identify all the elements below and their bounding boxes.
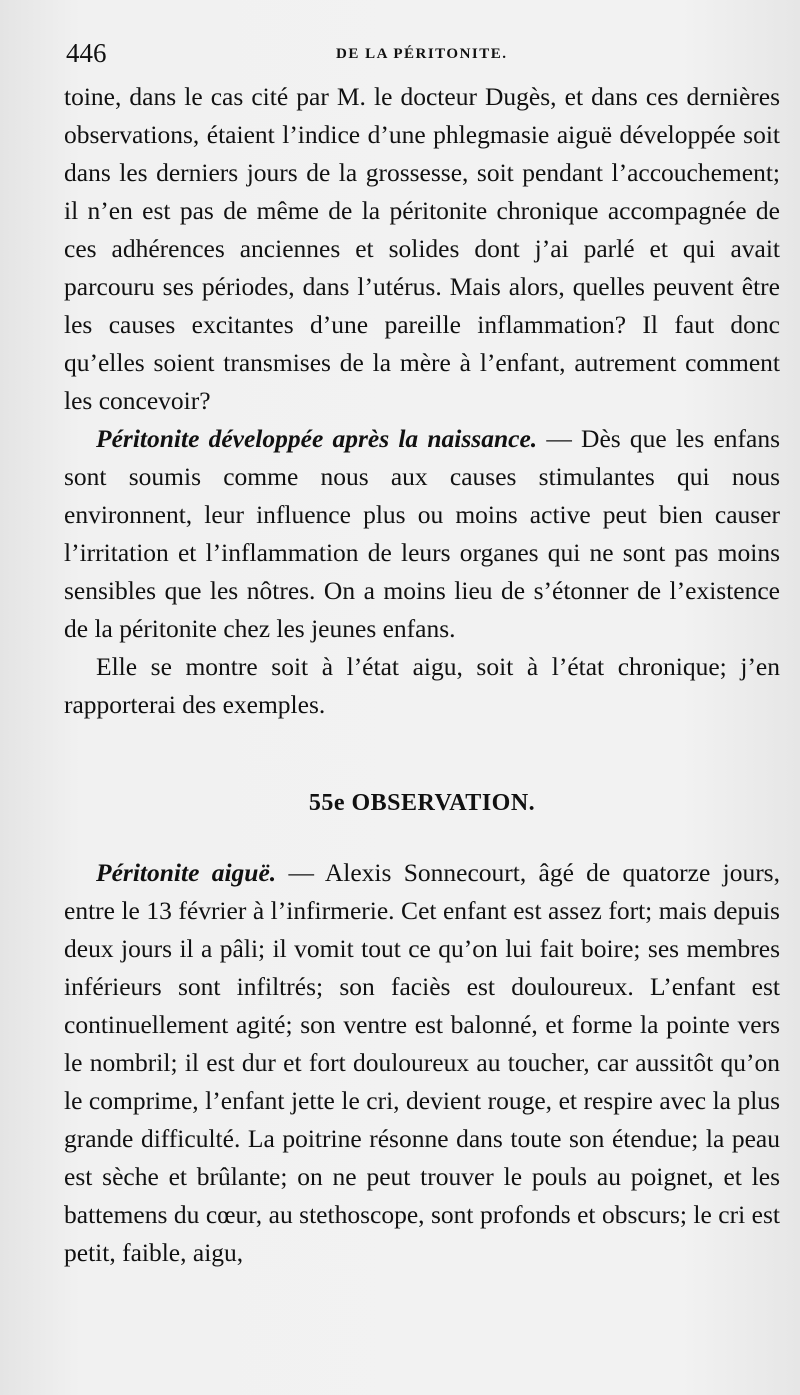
- paragraph-forms: Elle se montre soit à l’état aigu, soit à l’état chronique; j’en rapporterai des exemples.: [64, 652, 780, 719]
- page-number: 446: [66, 38, 107, 68]
- spacer: [64, 724, 780, 762]
- running-title: DE LA PÉRITONITE.: [336, 46, 508, 62]
- paragraph-observation: [64, 854, 780, 1272]
- paragraph-subheading: Péritonite développée après la naissance.: [96, 424, 538, 453]
- paragraph-continuation: toine, dans le cas cité par M. le docteur Dugès, et dans ces dernières observations, étaient l’indice d’une phlegmasie aiguë développée soit dans les derniers jours de la grossesse, soit pendant l’accouchement; il n’en est pas de même de la péritonite chronique accompagnée de ces adhérences anciennes et solides dont j’ai parlé et qui avait parcouru ses périodes, dans l’utérus. Mais alors, quelles peuvent être les causes excitantes d’une pareille inflammation? Il faut donc qu’elles soient transmises de la mère à l’enfant, autrement comment les concevoir?: [64, 82, 780, 415]
- running-head: [66, 38, 780, 74]
- paragraph-text: — Dès que les enfans sont soumis comme nous aux causes stimulantes qui nous environnent, leur influence plus ou moins active peut bien causer l’irritation et l’inflammation de leurs organes qui ne sont pas moins sensibles que les nôtres. On a moins lieu de s’étonner de l’existence de la péritonite chez les jeunes enfans.: [64, 424, 780, 643]
- paragraph-after-birth: [64, 420, 780, 648]
- observation-heading: 55e OBSERVATION.: [308, 790, 536, 816]
- body-text: [64, 78, 780, 1272]
- observation-subheading: Péritonite aiguë.: [96, 858, 277, 887]
- observation-text: — Alexis Sonnecourt, âgé de quatorze jours, entre le 13 février à l’infirmerie. Cet enfant est assez fort; mais depuis deux jours il a pâli; il vomit tout ce qu’on lui fait boire; ses membres inférieurs sont infiltrés; son faciès est douloureux. L’enfant est continuellement agité; son ventre est balonné, et forme la pointe vers le nombril; il est dur et fort douloureux au toucher, car aussitôt qu’on le comprime, l’enfant jette le cri, devient rouge, et respire avec la plus grande difficulté. La poitrine résonne dans toute son étendue; la peau est sèche et brûlante; on ne peut trouver le pouls au poignet, et les battemens du cœur, au stethoscope, sont profonds et obscurs; le cri est petit, faible, aigu,: [64, 858, 780, 1267]
